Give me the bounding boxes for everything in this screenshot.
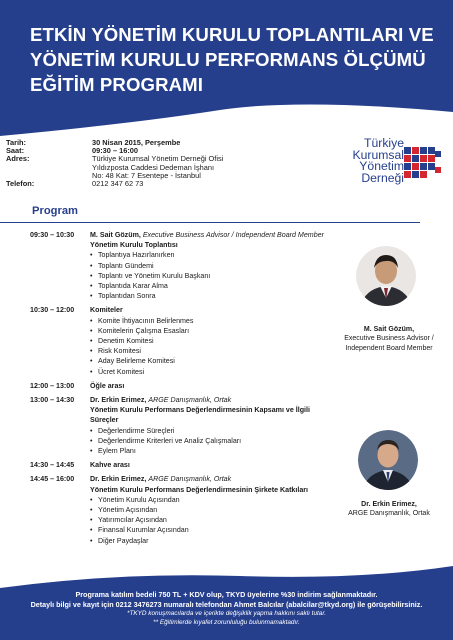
time-value: 09:30 – 16:00 — [92, 146, 139, 156]
speaker-role: ARGE Danışmanlık, Ortak — [148, 396, 232, 405]
address-value — [92, 155, 282, 180]
list-item: • Değerlendirme Süreçleri — [90, 426, 335, 436]
topic-list — [90, 250, 335, 301]
list-item: • Toplantıda Karar Alma — [90, 281, 335, 291]
list-item: • Değerlendirme Kriterleri ve Analiz Çalışmaları — [90, 436, 335, 446]
speaker-caption-name: M. Sait Gözüm, — [363, 326, 415, 333]
slot-time: 09:30 – 10:30 — [30, 231, 75, 239]
slot-time: 10:30 – 12:00 — [30, 306, 75, 315]
slot-body — [90, 305, 335, 376]
event-info — [6, 139, 282, 188]
speaker-name: M. Sait Gözüm, — [90, 231, 141, 239]
list-item: • Yönetim Kurulu Açısından — [90, 495, 335, 505]
title-line-1: ETKİN YÖNETİM KURULU TOPLANTILARI VE — [30, 24, 434, 45]
address-line: No: 48 Kat: 7 Esentepe - İstanbul — [92, 170, 201, 180]
slot-topic: Yönetim Kurulu Performans Değerlendirmesinin Kapsamı ve İlgili Süreçler — [90, 406, 310, 425]
speaker-role: Executive Business Advisor / Independent Board Member — [142, 231, 324, 239]
list-item: • Yönetim Açısından — [90, 505, 335, 515]
title-line-2: YÖNETİM KURULU PERFORMANS ÖLÇÜMÜ — [30, 49, 426, 70]
topic-list — [90, 495, 335, 546]
program-divider — [0, 222, 420, 223]
time-label: Saat: — [6, 146, 25, 156]
speaker-name: Dr. Erkin Erimez, — [90, 475, 147, 484]
address-line: Türkiye Kurumsal Yönetim Derneği Ofisi — [92, 154, 224, 164]
list-item: • Finansal Kurumlar Açısından — [90, 525, 335, 535]
slot-topic: Öğle arası — [90, 381, 125, 390]
list-item: • Yatırımcılar Açısından — [90, 515, 335, 525]
slot-body — [90, 460, 335, 470]
logo-text — [353, 138, 404, 184]
speaker-caption-role: ARGE Danışmanlık, Ortak — [348, 510, 430, 518]
logo-line: Türkiye — [364, 136, 404, 150]
title-line-3: EĞİTİM PROGRAMI — [30, 74, 203, 95]
list-item: • Komite İhtiyacının Belirlenmes — [90, 316, 335, 326]
address-label: Adres: — [6, 154, 30, 164]
schedule — [30, 230, 335, 550]
tkyd-logo — [296, 133, 446, 193]
slot-body — [90, 230, 335, 301]
schedule-slot — [30, 305, 335, 376]
topic-list — [90, 316, 335, 377]
logo-line: Derneği — [361, 170, 404, 185]
slot-body — [90, 474, 335, 545]
speaker-photo-2 — [358, 430, 418, 490]
slot-body — [90, 395, 335, 456]
footer-note-2: ** Eğitimlerde kıyafet zorunluluğu bulunmamaktadır. — [153, 618, 300, 626]
logo-line: Kurumsal — [352, 147, 404, 162]
schedule-slot — [30, 230, 335, 301]
list-item: • Aday Belirleme Komitesi — [90, 356, 335, 366]
speaker-caption-role: Independent Board Member — [345, 344, 433, 352]
slot-topic: Komiteler — [90, 306, 123, 315]
phone-value: 0212 347 62 73 — [92, 179, 144, 189]
page-title — [30, 22, 434, 97]
speaker-caption-role: Executive Business Advisor / — [344, 335, 434, 343]
footer — [0, 590, 453, 627]
program-heading: Program — [32, 205, 79, 217]
speaker-role: ARGE Danışmanlık, Ortak — [148, 475, 232, 484]
slot-topic: Kahve arası — [90, 461, 130, 470]
phone-label: Telefon: — [6, 179, 35, 189]
logo-squares-icon — [404, 147, 442, 185]
slot-body — [90, 381, 335, 391]
footer-price: Programa katılım bedeli 750 TL + KDV olup, TKYD üyelerine %30 indirim sağlanmaktadır. — [75, 590, 378, 599]
list-item: • Toplantıya Hazırlanırken — [90, 250, 335, 260]
footer-note-1: *TKYD konuşmacılarda ve içerikte değişiklik yapma hakkını saklı tutar. — [126, 610, 327, 618]
list-item: • Denetim Komitesi — [90, 336, 335, 346]
address-line: Yıldızposta Caddesi Dedeman İşhanı — [92, 162, 215, 172]
logo-line: Yönetim — [359, 159, 404, 174]
schedule-slot — [30, 460, 335, 470]
list-item: • Risk Komitesi — [90, 346, 335, 356]
schedule-slot — [30, 381, 335, 391]
slot-time: 14:30 – 14:45 — [30, 461, 75, 470]
list-item: • Eylem Planı — [90, 446, 335, 456]
slot-time: 13:00 – 14:30 — [30, 396, 75, 405]
footer-contact: Detaylı bilgi ve kayıt için 0212 3476273 numaralı telefondan Ahmet Balcılar (abalcilar@tkyd.org) ile görüşebilirsiniz. — [30, 600, 423, 610]
list-item: • Ücret Komitesi — [90, 367, 335, 377]
list-item: • Toplantı Gündemi — [90, 261, 335, 271]
slot-time: 12:00 – 13:00 — [30, 381, 75, 390]
schedule-slot — [30, 395, 335, 456]
list-item: • Toplantı ve Yönetim Kurulu Başkanı — [90, 271, 335, 281]
topic-list — [90, 426, 335, 457]
speaker-photo-1 — [356, 246, 416, 306]
date-label: Tarih: — [6, 138, 26, 147]
schedule-slot — [30, 474, 335, 545]
list-item: • Komitelerin Çalışma Esasları — [90, 326, 335, 336]
list-item: • Diğer Paydaşlar — [90, 536, 335, 546]
slot-topic: Yönetim Kurulu Toplantısı — [90, 241, 178, 250]
speaker-caption-1 — [330, 325, 448, 353]
list-item: • Toplantıdan Sonra — [90, 291, 335, 301]
speaker-caption-name: Dr. Erkin Erimez, — [361, 501, 417, 508]
slot-topic: Yönetim Kurulu Performans Değerlendirmesinin Şirkete Katkıları — [90, 485, 308, 494]
slot-time: 14:45 – 16:00 — [30, 475, 75, 484]
date-value: 30 Nisan 2015, Perşembe — [92, 138, 181, 147]
speaker-name: Dr. Erkin Erimez, — [90, 396, 147, 405]
speaker-caption-2 — [330, 500, 448, 519]
